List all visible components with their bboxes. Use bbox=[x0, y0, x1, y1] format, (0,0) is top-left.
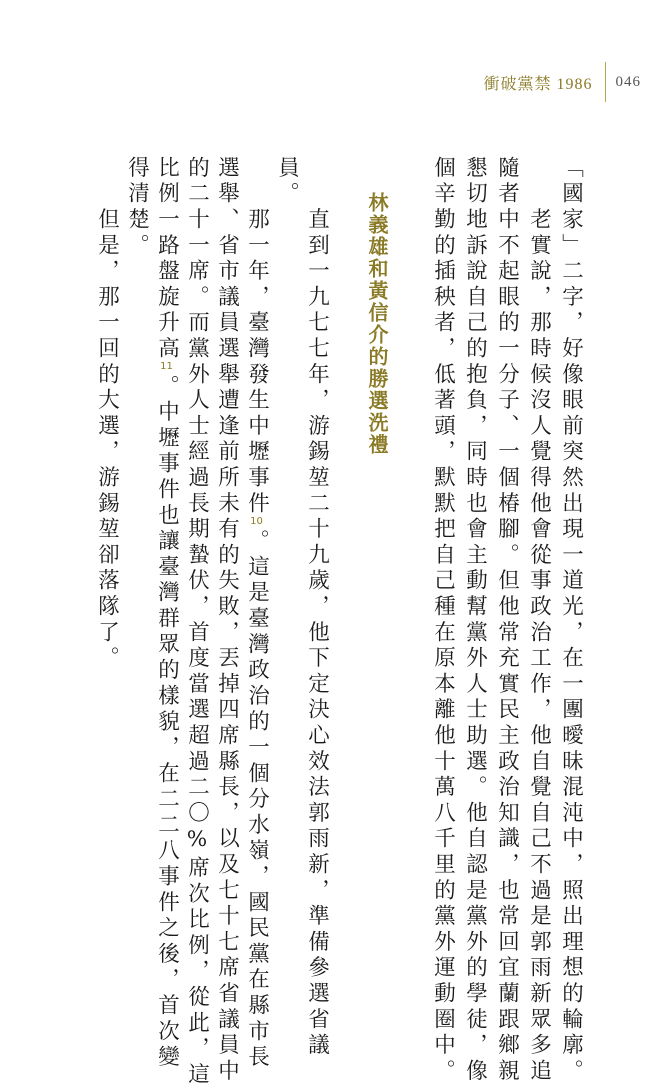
text-column-5: 個辛勤的插秧者，低著頭，默默把自己種在原本離他十萬八千里的黨外運動圈中。 bbox=[430, 156, 456, 1085]
column-8-text: 那一年，臺灣發生中壢事件 bbox=[244, 156, 270, 518]
text-column-13: 但是，那一回的大選，游錫堃卻落隊了。 bbox=[94, 156, 120, 672]
column-11-text: 比例一路盤旋升高 bbox=[154, 156, 180, 363]
text-column-8 bbox=[246, 156, 268, 1071]
text-column-1: 「國家」二字，好像眼前突然出現一道光，在一團曖昧混沌中，照出理想的輪廓。 bbox=[558, 156, 584, 1085]
text-column-3: 隨者中不起眼的一分子、一個椿腳。但他常充實民主政治知識，也常回宜蘭跟鄉親 bbox=[494, 156, 520, 1085]
book-title: 衝破黨禁 1986 bbox=[483, 75, 593, 93]
text-column-10: 的二十一席。而黨外人士經過長期蟄伏，首度當選超過二〇%席次比例，從此，這 bbox=[184, 156, 210, 1088]
section-heading: 林義雄和黃信介的勝選洗禮 bbox=[365, 192, 389, 456]
text-column-11 bbox=[156, 156, 178, 1071]
text-column-12: 得清楚。 bbox=[124, 156, 150, 260]
text-column-7: 員。 bbox=[274, 156, 300, 208]
footnote-ref-10[interactable]: 10 bbox=[250, 516, 263, 528]
footnote-ref-11[interactable]: 11 bbox=[160, 361, 173, 373]
text-column-4: 懇切地訴說自己的抱負，同時也會主動幫黨外人士助選。他自認是黨外的學徒，像 bbox=[462, 156, 488, 1085]
column-11-continuation: 。中壢事件也讓臺灣群眾的樣貌，在二二八事件之後，首次變 bbox=[154, 374, 180, 1072]
text-column-6: 直到一九七七年，游錫堃二十九歲，他下定決心效法郭雨新，準備參選省議 bbox=[304, 156, 330, 1059]
column-8-continuation: 。這是臺灣政治的一個分水嶺，國民黨在縣市長 bbox=[244, 529, 270, 1072]
page-number: 046 bbox=[615, 73, 641, 90]
text-column-2: 老實說，那時候沒人覺得他會從事政治工作，他自覺自己不過是郭雨新眾多追 bbox=[526, 156, 552, 1085]
running-head bbox=[483, 62, 641, 102]
text-column-9: 選舉、省市議員選舉遭逢前所未有的失敗，丟掉四席縣長，以及七十七席省議員中 bbox=[214, 156, 240, 1085]
header-divider bbox=[605, 62, 606, 102]
